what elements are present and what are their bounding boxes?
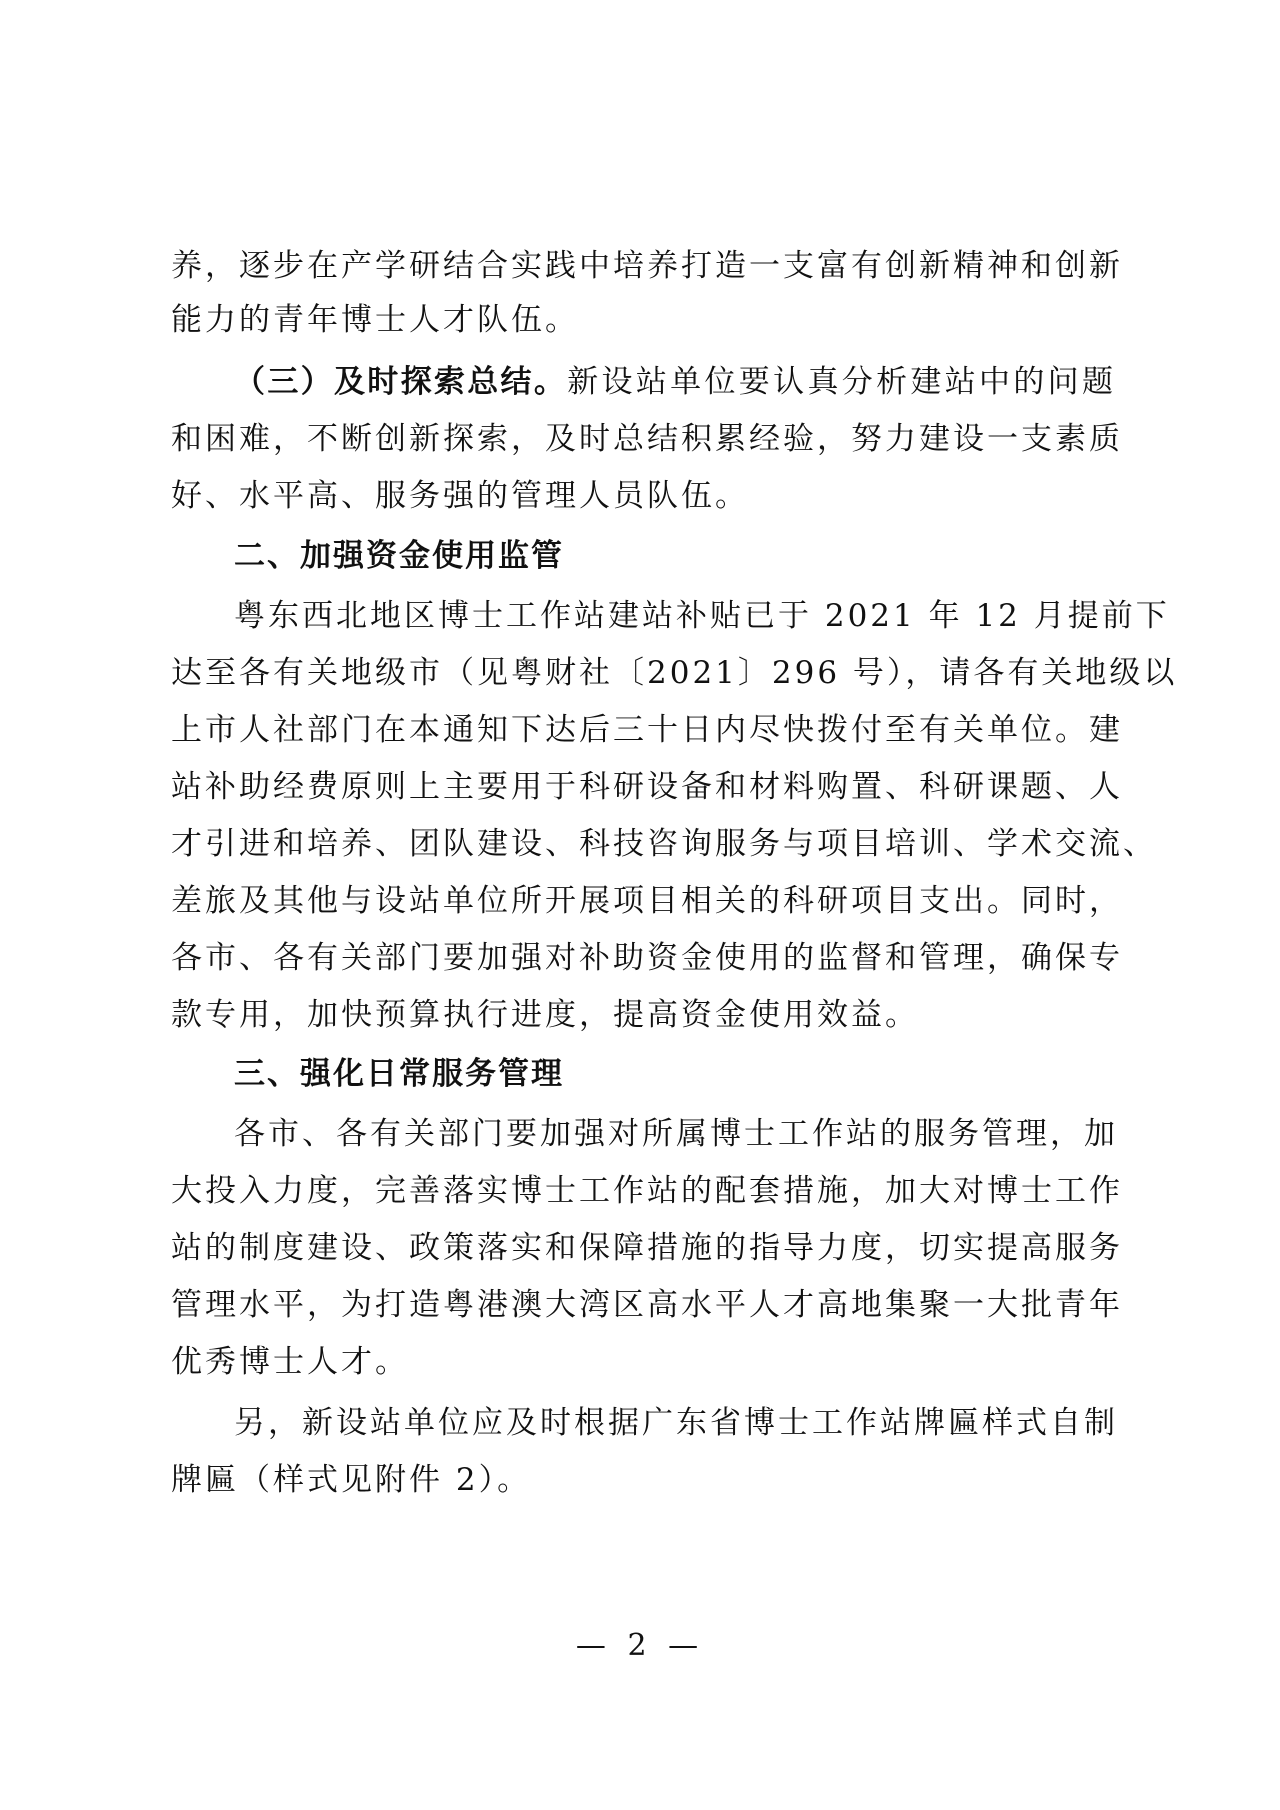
paragraph-line: 才引进和培养、团队建设、科技咨询服务与项目培训、学术交流、	[171, 826, 1157, 862]
paragraph-line: 管理水平，为打造粤港澳大湾区高水平人才高地集聚一大批青年	[171, 1287, 1123, 1323]
paragraph-line: 各市、各有关部门要加强对所属博士工作站的服务管理，加	[234, 1116, 1118, 1152]
section-subheading: （三）及时探索总结。	[234, 364, 568, 400]
paragraph-line: 款专用，加快预算执行进度，提高资金使用效益。	[171, 997, 919, 1033]
paragraph-line: 差旅及其他与设站单位所开展项目相关的科研项目支出。同时，	[171, 883, 1123, 919]
paragraph-text: 新设站单位要认真分析建站中的问题	[567, 364, 1117, 400]
paragraph-line: 粤东西北地区博士工作站建站补贴已于 2021 年 12 月提前下	[234, 598, 1170, 634]
section-heading: 三、强化日常服务管理	[234, 1056, 564, 1092]
page-number: — 2 —	[575, 1628, 705, 1663]
paragraph-line: 站补助经费原则上主要用于科研设备和材料购置、科研课题、人	[171, 769, 1123, 805]
paragraph-line: 另，新设站单位应及时根据广东省博士工作站牌匾样式自制	[234, 1405, 1118, 1441]
paragraph-line: 养，逐步在产学研结合实践中培养打造一支富有创新精神和创新	[171, 248, 1123, 284]
section-heading: 二、加强资金使用监管	[234, 538, 564, 574]
paragraph-line: 优秀博士人才。	[171, 1344, 409, 1380]
paragraph-line: 站的制度建设、政策落实和保障措施的指导力度，切实提高服务	[171, 1230, 1123, 1266]
paragraph-line: 牌匾（样式见附件 2）。	[171, 1462, 532, 1498]
paragraph-line: 大投入力度，完善落实博士工作站的配套措施，加大对博士工作	[171, 1173, 1123, 1209]
paragraph-line: 各市、各有关部门要加强对补助资金使用的监督和管理，确保专	[171, 940, 1123, 976]
paragraph-line: 上市人社部门在本通知下达后三十日内尽快拨付至有关单位。建	[171, 712, 1123, 748]
paragraph-line: 能力的青年博士人才队伍。	[171, 302, 579, 338]
paragraph-line: 和困难，不断创新探索，及时总结积累经验，努力建设一支素质	[171, 421, 1123, 457]
paragraph-line	[234, 362, 1116, 402]
paragraph-line: 好、水平高、服务强的管理人员队伍。	[171, 478, 749, 514]
paragraph-line: 达至各有关地级市（见粤财社〔2021〕296 号），请各有关地级以	[171, 655, 1178, 691]
